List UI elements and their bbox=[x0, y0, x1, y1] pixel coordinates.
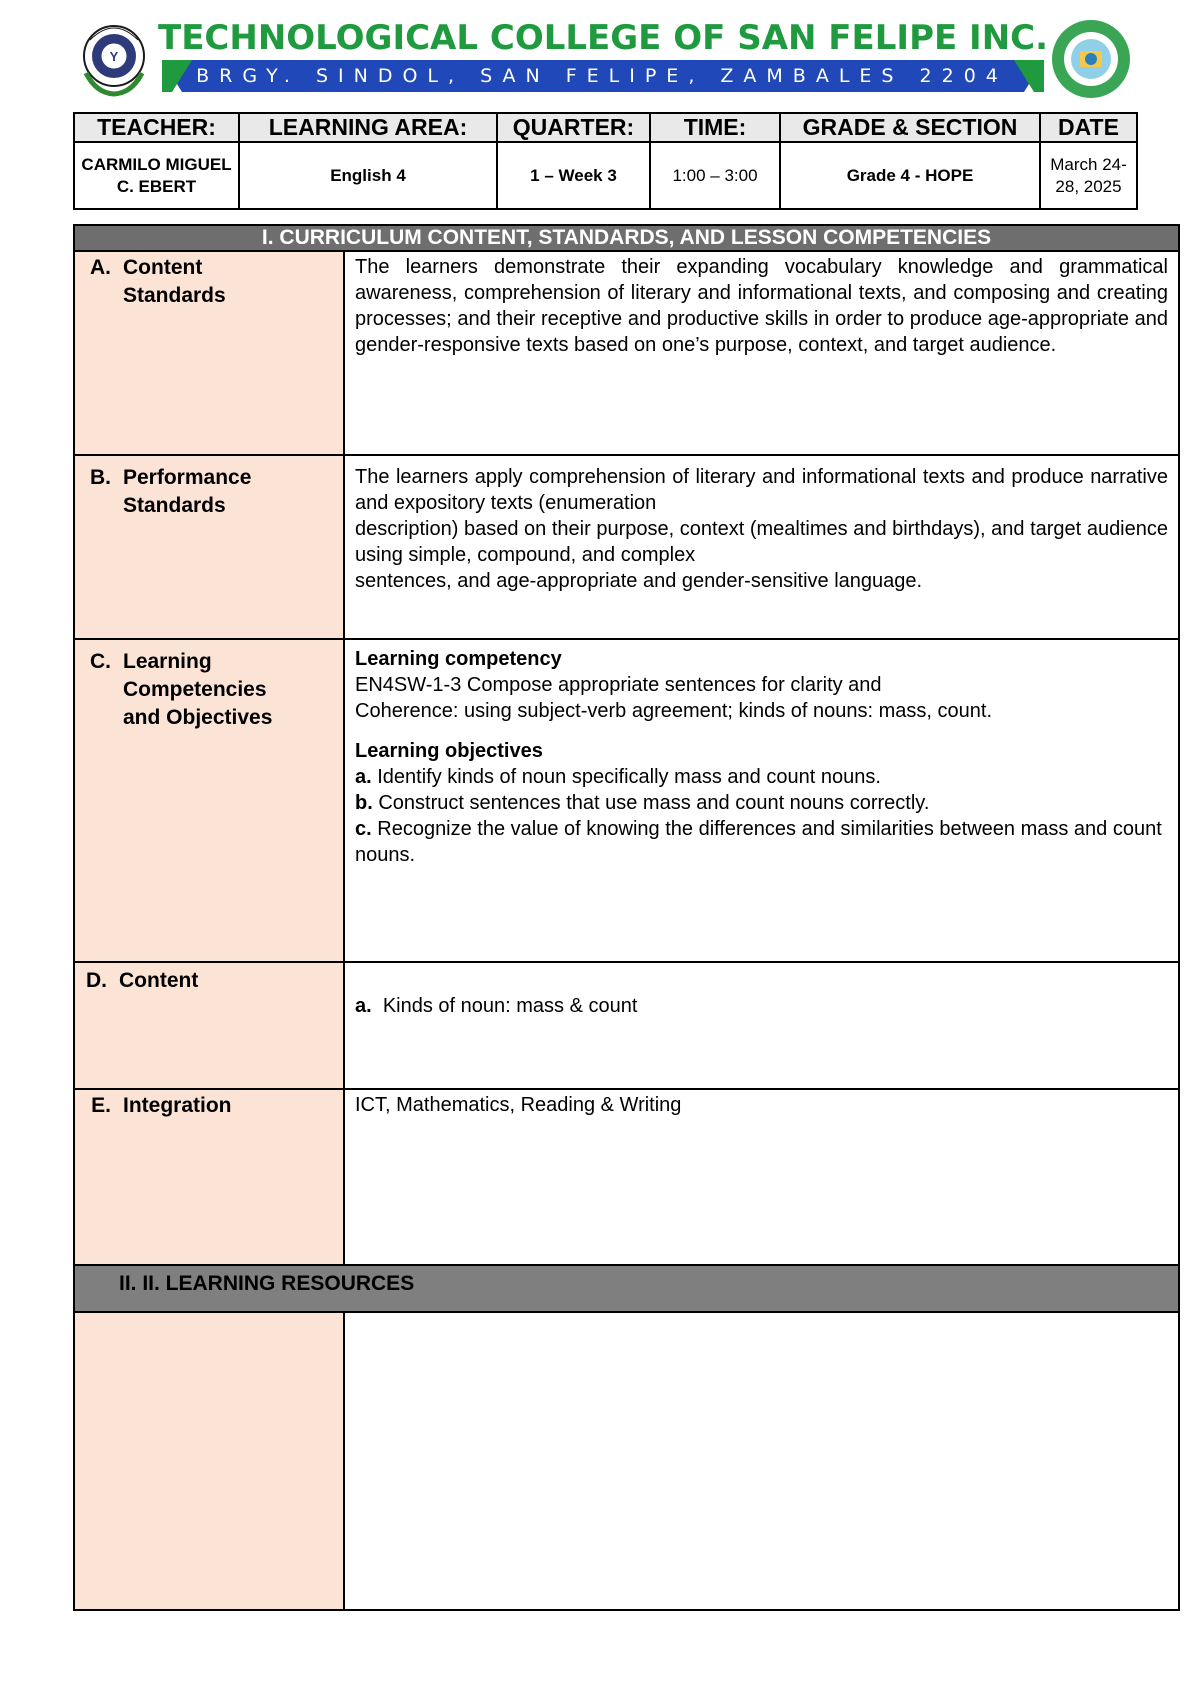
integration-letter: E. bbox=[91, 1094, 111, 1117]
objective-b bbox=[355, 790, 1168, 816]
grade-section-header: GRADE & SECTION bbox=[780, 113, 1040, 142]
performance-standards-label: Performance Standards bbox=[123, 466, 252, 517]
lesson-info-table bbox=[73, 112, 1138, 210]
time-header: TIME: bbox=[650, 113, 780, 142]
performance-standards-line-3: sentences, and age-appropriate and gender-sensitive language. bbox=[355, 570, 923, 592]
content-row bbox=[74, 962, 1179, 1089]
content-standards-row bbox=[74, 251, 1179, 455]
learning-resources-content-cell bbox=[344, 1312, 1179, 1610]
objectives-heading: Learning objectives bbox=[355, 740, 543, 762]
partner-seal-logo bbox=[1050, 18, 1132, 100]
performance-standards-line-1: The learners apply comprehension of literary and informational texts and produce narrative and expository texts (enumeration bbox=[355, 466, 1168, 514]
objective-a bbox=[355, 764, 1168, 790]
objective-a-text: Identify kinds of noun specifically mass and count nouns. bbox=[377, 766, 881, 788]
time-value: 1:00 – 3:00 bbox=[650, 142, 780, 209]
content-standards-label-cell bbox=[74, 251, 344, 455]
performance-standards-label-cell bbox=[74, 455, 344, 639]
svg-text:Y: Y bbox=[109, 49, 119, 64]
performance-standards-row bbox=[74, 455, 1179, 639]
learning-area-header: LEARNING AREA: bbox=[239, 113, 497, 142]
teacher-value: CARMILO MIGUEL C. EBERT bbox=[74, 142, 239, 209]
content-letter: D. bbox=[86, 969, 107, 992]
content-item-text: Kinds of noun: mass & count bbox=[382, 995, 638, 1017]
date-header: DATE bbox=[1040, 113, 1137, 142]
section-1-title: I. CURRICULUM CONTENT, STANDARDS, AND LESSON COMPETENCIES bbox=[74, 225, 1179, 251]
content-label: Content bbox=[119, 969, 199, 992]
performance-standards-letter: B. bbox=[90, 466, 111, 489]
objective-b-letter: b. bbox=[355, 792, 373, 814]
content-standards-label: Content Standards bbox=[123, 256, 226, 307]
integration-text: ICT, Mathematics, Reading & Writing bbox=[344, 1089, 1179, 1265]
objective-a-letter: a. bbox=[355, 766, 372, 788]
info-header-row bbox=[74, 113, 1137, 142]
learning-resources-row bbox=[74, 1312, 1179, 1610]
competencies-cell bbox=[344, 639, 1179, 962]
competencies-label: Learning Competencies and Objectives bbox=[123, 650, 273, 729]
integration-label: Integration bbox=[123, 1094, 232, 1117]
learning-resources-label-cell bbox=[74, 1312, 344, 1610]
college-name: TECHNOLOGICAL COLLEGE OF SAN FELIPE INC. bbox=[158, 18, 1049, 58]
content-standards-letter: A. bbox=[90, 256, 111, 279]
date-value: March 24- 28, 2025 bbox=[1040, 142, 1137, 209]
content-cell bbox=[344, 962, 1179, 1089]
competency-line-2: Coherence: using subject-verb agreement; kinds of nouns: mass, count. bbox=[355, 700, 993, 722]
content-label-cell bbox=[74, 962, 344, 1089]
learning-area-value: English 4 bbox=[239, 142, 497, 209]
school-header bbox=[72, 14, 1142, 100]
content-standards-text: The learners demonstrate their expanding vocabulary knowledge and grammatical awareness, comprehension of literary and informational texts, and composing and creating processes; and their receptive and productive skills in order to produce age-appropriate and gender-responsive texts based on one’s purpose, context, and target audience. bbox=[344, 251, 1179, 455]
competency-heading: Learning competency bbox=[355, 648, 562, 670]
objective-c bbox=[355, 816, 1168, 868]
competency-line-1: EN4SW-1-3 Compose appropriate sentences for clarity and bbox=[355, 674, 882, 696]
competencies-letter: C. bbox=[90, 650, 111, 673]
quarter-header: QUARTER: bbox=[497, 113, 650, 142]
quarter-value: 1 – Week 3 bbox=[497, 142, 650, 209]
grade-section-value: Grade 4 - HOPE bbox=[780, 142, 1040, 209]
competencies-row bbox=[74, 639, 1179, 962]
objective-c-letter: c. bbox=[355, 818, 372, 840]
objective-c-text: Recognize the value of knowing the differences and similarities between mass and count nouns. bbox=[355, 818, 1162, 866]
content-item-letter: a. bbox=[355, 995, 372, 1017]
lesson-plan-table bbox=[73, 224, 1180, 1611]
info-value-row bbox=[74, 142, 1137, 209]
integration-label-cell bbox=[74, 1089, 344, 1265]
competencies-label-cell bbox=[74, 639, 344, 962]
college-seal-logo bbox=[76, 18, 152, 98]
performance-standards-line-2: description) based on their purpose, context (mealtimes and birthdays), and target audience using simple, compound, and complex bbox=[355, 518, 1168, 566]
integration-row bbox=[74, 1089, 1179, 1265]
college-address: BRGY. SINDOL, SAN FELIPE, ZAMBALES 2204 bbox=[196, 65, 1008, 87]
objective-b-text: Construct sentences that use mass and count nouns correctly. bbox=[378, 792, 930, 814]
content-item bbox=[355, 993, 1168, 1019]
section-2-title: II. II. LEARNING RESOURCES bbox=[74, 1265, 1179, 1312]
teacher-header: TEACHER: bbox=[74, 113, 239, 142]
performance-standards-cell bbox=[344, 455, 1179, 639]
